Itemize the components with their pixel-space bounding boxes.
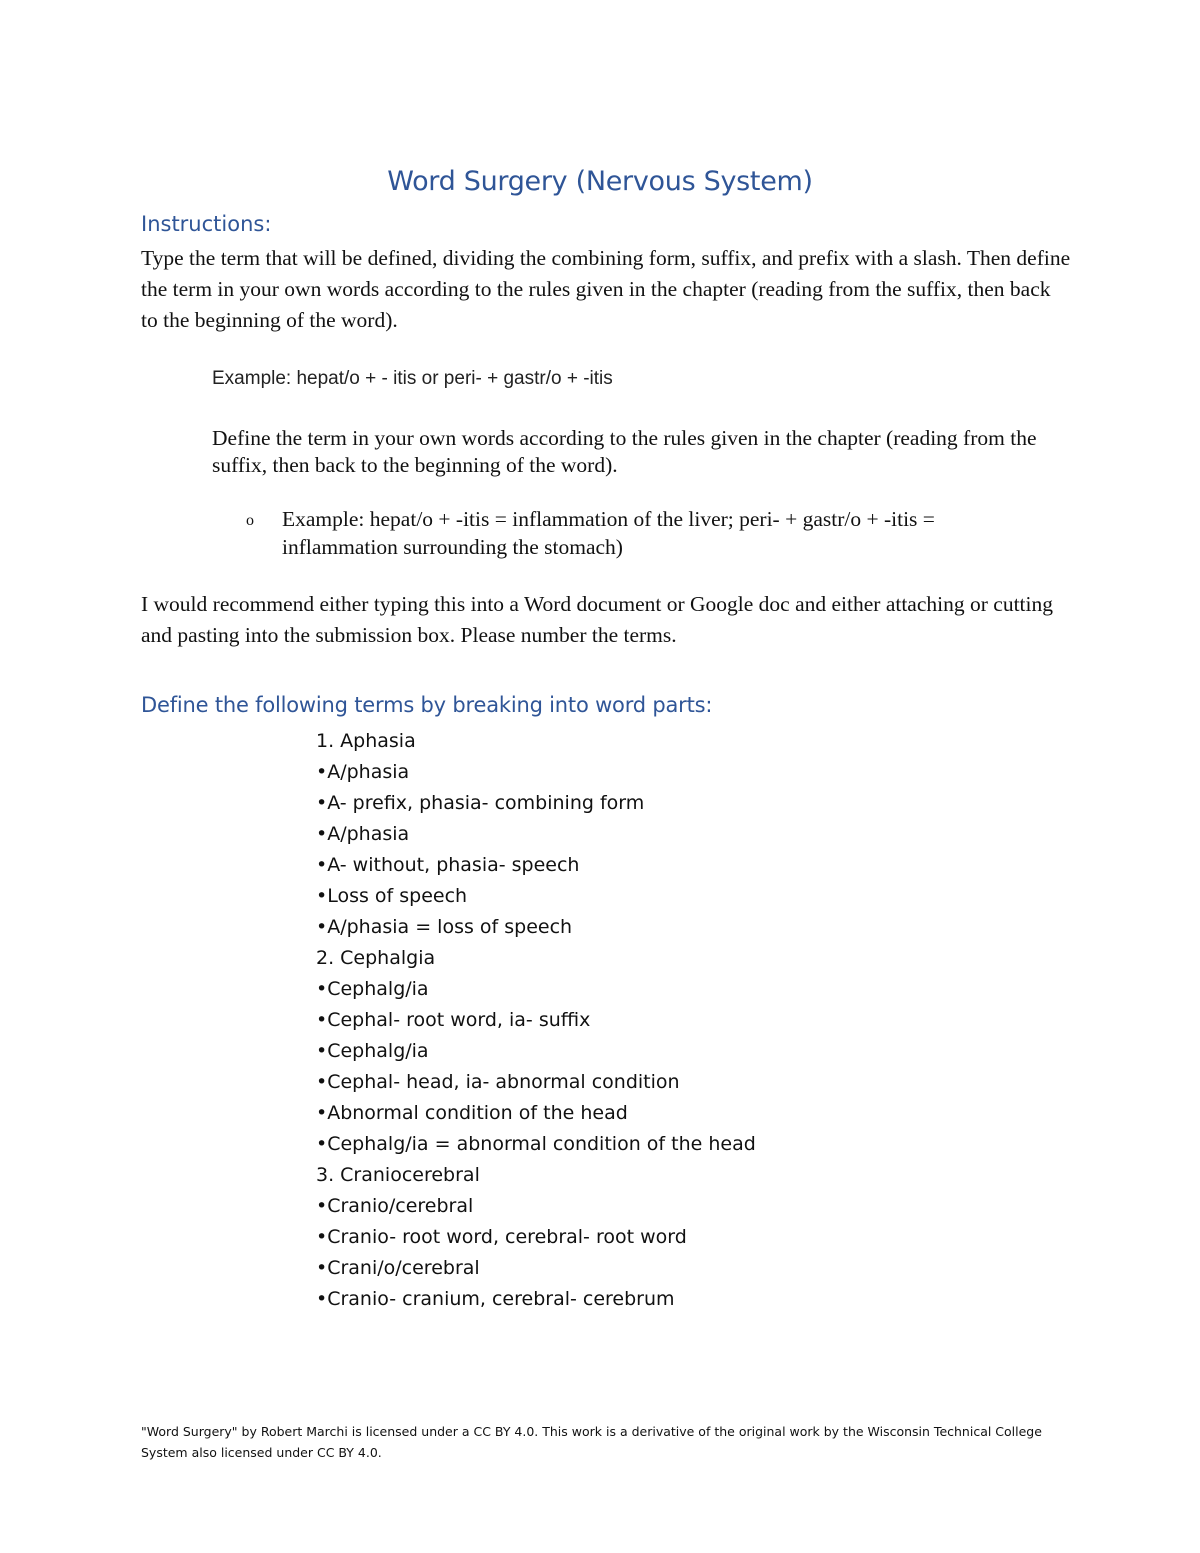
instructions-heading: Instructions: [141,212,272,236]
list-item: •Cephalg/ia [316,978,429,1000]
list-item: 3. Craniocerebral [316,1164,480,1186]
list-item: •Cephalg/ia = abnormal condition of the head [316,1133,756,1155]
list-item: •A- prefix, phasia- combining form [316,792,645,814]
list-item: •Cranio- cranium, cerebral- cerebrum [316,1288,675,1310]
list-item: •Cranio/cerebral [316,1195,474,1217]
list-item: •Cephal- root word, ia- suffix [316,1009,591,1031]
list-item: •Loss of speech [316,885,468,907]
recommendation-paragraph: I would recommend either typing this into a Word document or Google doc and either attaching or cutting and pasting into the submission box. Please number the terms. [141,592,1053,647]
list-item: •Abnormal condition of the head [316,1102,628,1124]
bullet-marker: o [246,512,254,529]
example-bullet-text: Example: hepat/o + -itis = inflammation of the liver; peri- + gastr/o + -itis = inflammation surrounding the stomach) [282,507,935,559]
instructions-paragraph: Type the term that will be defined, dividing the combining form, suffix, and prefix with a slash. Then define the term in your own words according to the rules given in the chapter (reading from the suffix, then back to the beginning of the word). [141,246,1071,332]
terms-list [316,726,756,1315]
define-instruction-paragraph: Define the term in your own words according to the rules given in the chapter (reading from the suffix, then back to the beginning of the word). [212,426,1037,477]
list-item: 2. Cephalgia [316,947,436,969]
list-item: •Crani/o/cerebral [316,1257,480,1279]
list-item: •Cranio- root word, cerebral- root word [316,1226,687,1248]
list-item: •Cephal- head, ia- abnormal condition [316,1071,680,1093]
list-item: •A- without, phasia- speech [316,854,580,876]
list-item: •A/phasia = loss of speech [316,916,573,938]
document-title: Word Surgery (Nervous System) [387,166,813,197]
license-footer: "Word Surgery" by Robert Marchi is licensed under a CC BY 4.0. This work is a derivative of the original work by the Wisconsin Technical College System also licensed under CC BY 4.0. [141,1424,1042,1460]
list-item: 1. Aphasia [316,730,416,752]
terms-section-heading: Define the following terms by breaking into word parts: [141,693,713,717]
list-item: •A/phasia [316,823,410,845]
example-line: Example: hepat/o + - itis or peri- + gastr/o + -itis [212,368,613,389]
list-item: •Cephalg/ia [316,1040,429,1062]
list-item: •A/phasia [316,761,410,783]
